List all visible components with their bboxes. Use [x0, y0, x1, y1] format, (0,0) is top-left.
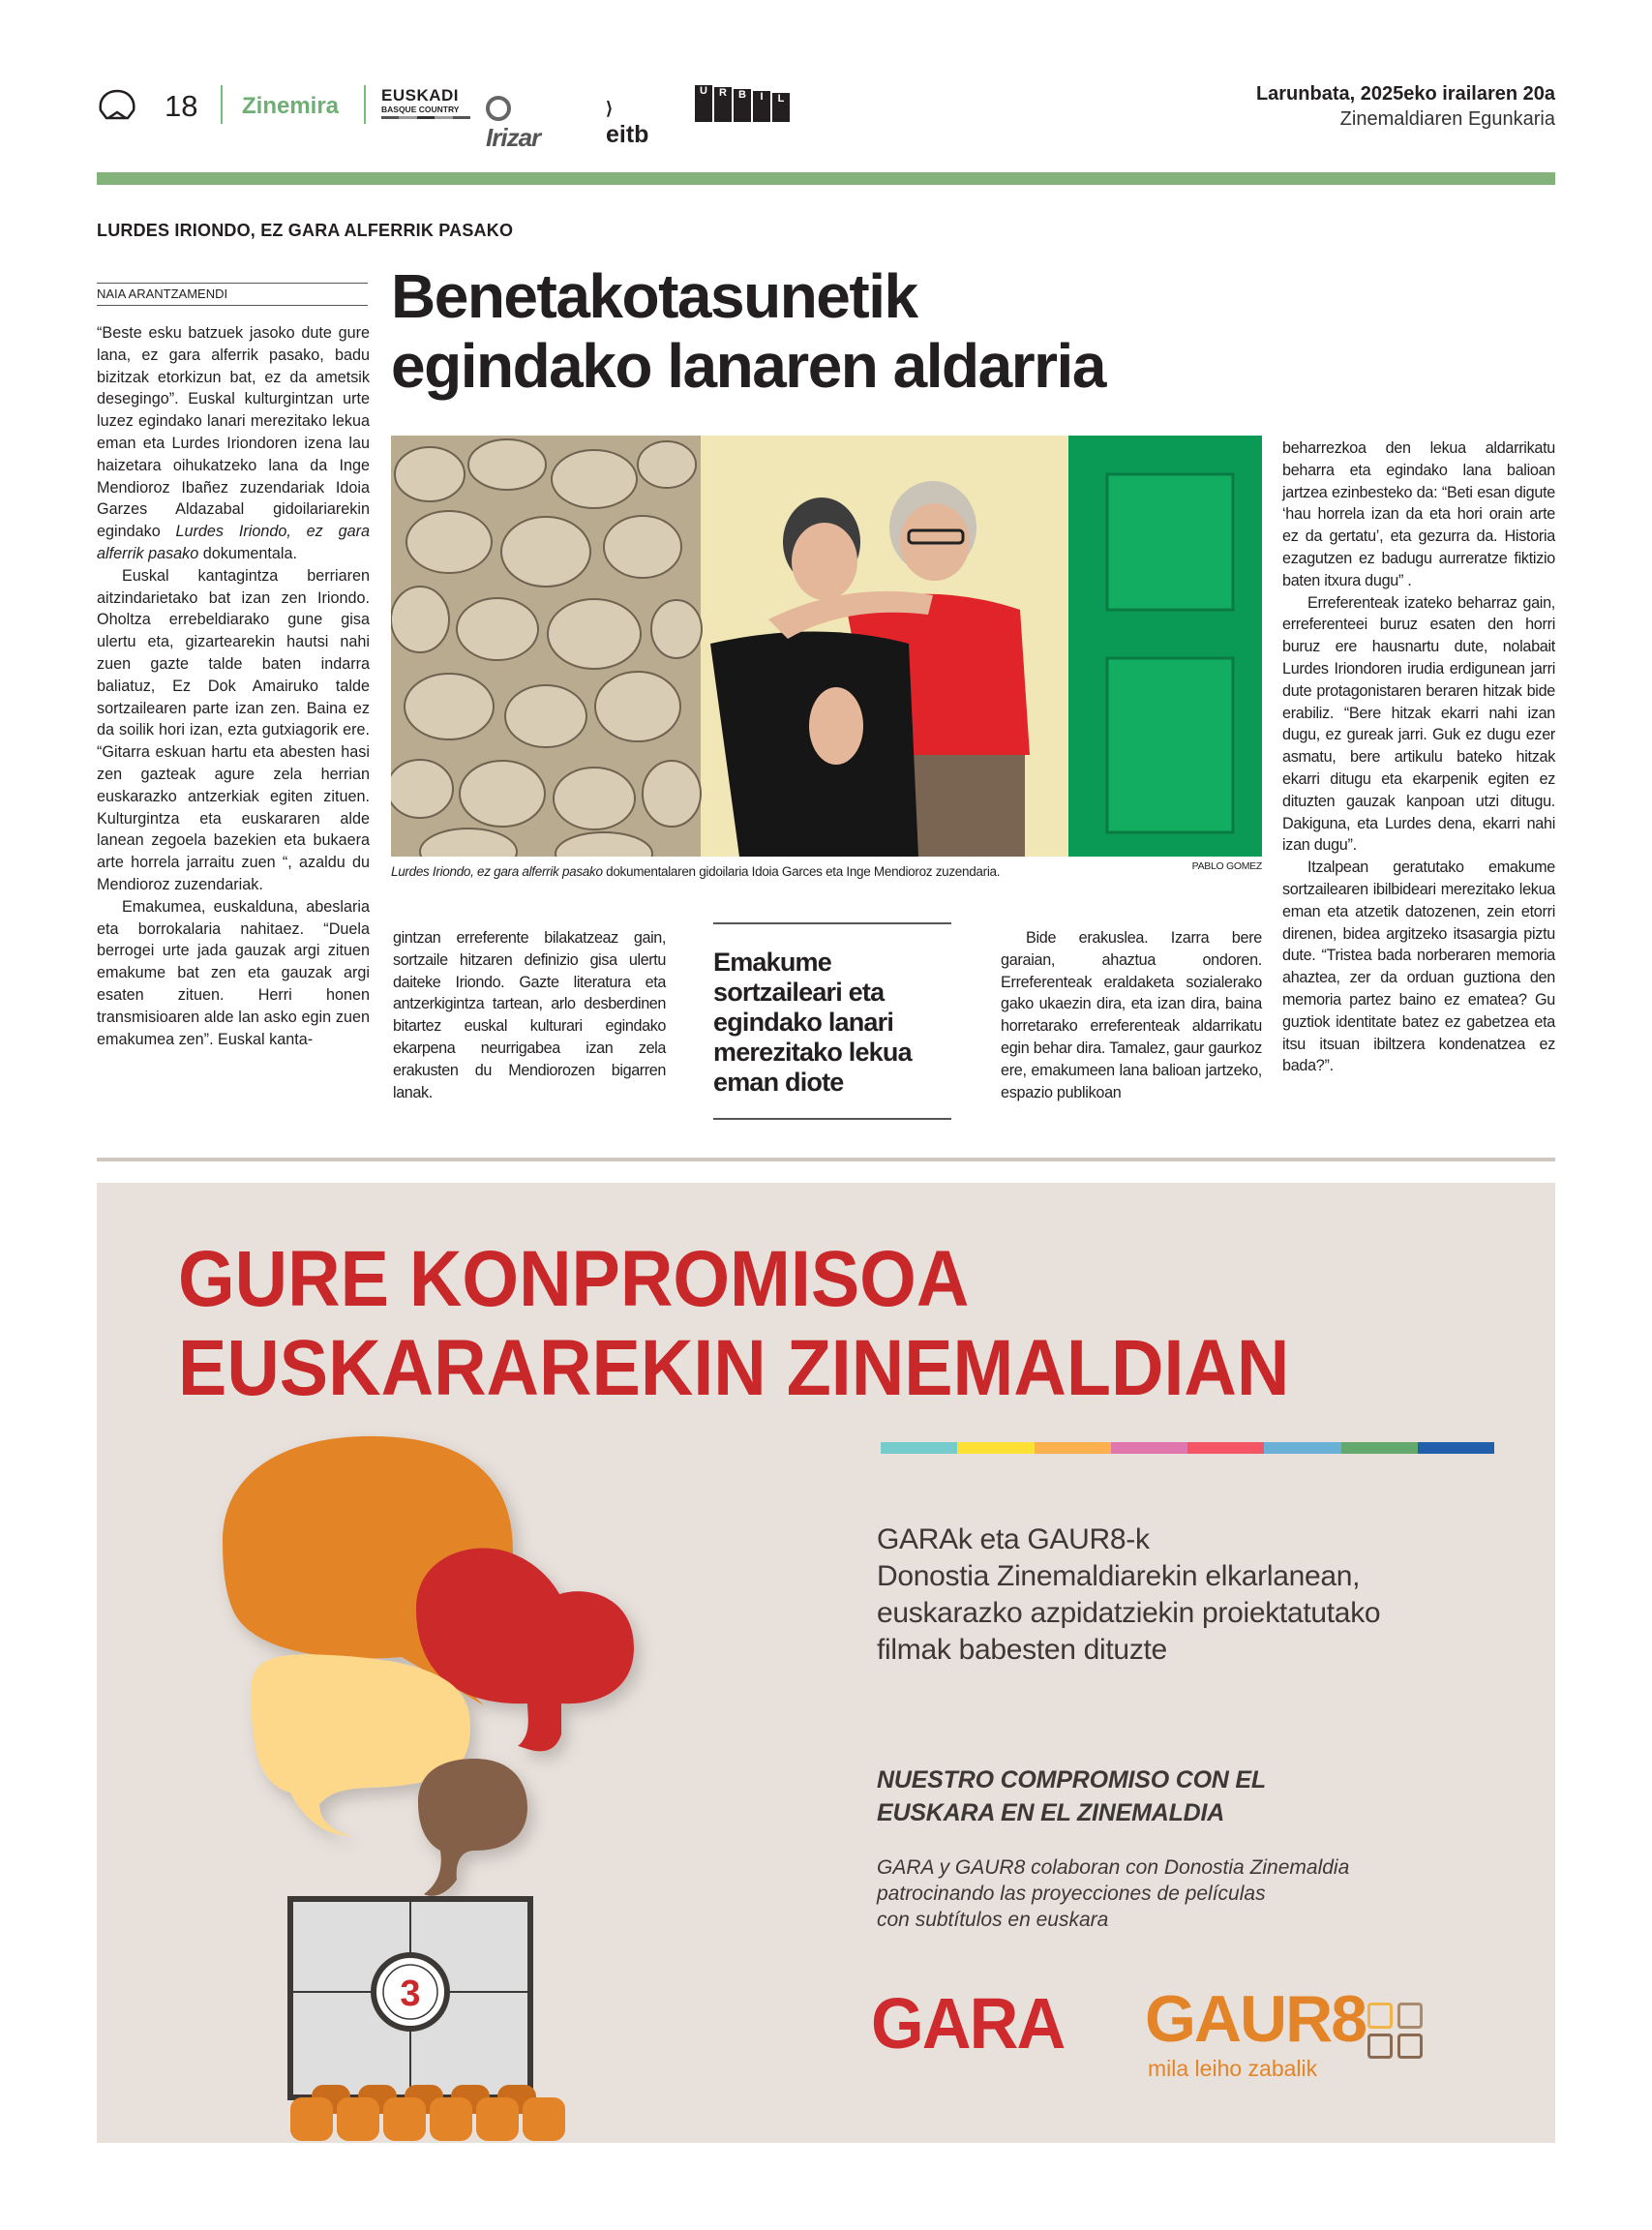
- article-column-2: [393, 927, 666, 1103]
- countdown-number: 3: [400, 1974, 421, 2014]
- header-divider: [221, 85, 223, 124]
- article-kicker: LURDES IRIONDO, EZ GARA ALFERRIK PASAKO: [97, 221, 514, 240]
- cinema-screen-icon: [290, 1899, 530, 2097]
- photo-illustration: [391, 436, 1262, 857]
- paragraph: “Beste esku batzuek jasoko dute gure lana, ez gara alferrik pasako, badu bizitzak etorkizun bat, ez da ametsik desegingo”. Euskal kulturgintzan urte luzez egindako lanari merezitako lekua eman eta Lurdes Iriondoren izena lau haizetara oihukatzeko lana da Inge Mendioroz Ibañez zuzendariak Idoia Garzes Aldazabal gidoilariarekin egindako Lurdes Iriondo, ez gara alferrik pasako dokumentala.: [97, 324, 370, 562]
- gaur8-logo-text: GAUR8: [1145, 1982, 1367, 2056]
- eitb-logo: ⟩eitb: [606, 99, 649, 148]
- headline: [391, 261, 1262, 401]
- film-title: Lurdes Iriondo, ez gara alferrik pasako: [97, 523, 370, 562]
- irizar-ring-icon: [486, 96, 511, 121]
- color-stripe-segment: [957, 1442, 1034, 1454]
- headline-line-2: egindako lanaren aldarria: [391, 331, 1105, 401]
- shell-logo-icon: [97, 89, 137, 122]
- header-meta: [1256, 81, 1555, 132]
- pull-quote: Emakume sortzaileari eta egindako lanari merezitako lekua eman diote: [713, 922, 951, 1120]
- euskadi-logo: [381, 87, 470, 119]
- ad-title: GURE KONPROMISOA EUSKARAREKIN ZINEMALDIAN: [178, 1235, 1290, 1412]
- euskadi-logo-subtext: BASQUE COUNTRY: [381, 105, 460, 114]
- paragraph: gintzan erreferente bilakatzeaz gain, sortzaile hitzaren definizio gisa ulertu daiteke Iriondo. Gazte literatura eta antzerkigintza tartean, arlo desberdinen bitartez euskal kulturari egindako ekarpena neurrigabea izan zela erakusten du Mendiorozen bigarren lanak.: [393, 929, 666, 1101]
- article-column-1: [97, 322, 370, 1050]
- ad-spanish-heading: NUESTRO COMPROMISO CON EL EUSKARA EN EL ZINEMALDIA: [877, 1766, 1266, 1826]
- article-column-4: [1282, 437, 1555, 1077]
- color-stripe-segment: [1418, 1442, 1494, 1454]
- speech-bubbles-cinema-illustration: [194, 1425, 697, 2141]
- paragraph: Emakumea, euskalduna, abeslaria eta borrokalaria nahitaez. “Duela berrogei urte jada gauzak argi zituen emakume bat zen eta gauzak argi esaten zituen. Herri honen transmisioaren alde lan asko egin zuen emakumea zen”. Euskal kanta-: [97, 897, 370, 1048]
- paragraph: Itzalpean geratutako emakume sortzailearen ibilbideari merezitako lekua eman eta atzetik datozenen, zein etorri direnen, bidea argitzeko itsasargia piztu dute. “Tristea bada norberaren memoria ahaztea, zer da orduan guztiona den memoria partez baino ez ematea? Gu guztiok identitate batez ez gabetzea eta itsu itsuan ibiltzera kondenatzea ez bada?”.: [1282, 859, 1555, 1075]
- color-stripe-segment: [1111, 1442, 1187, 1454]
- article-column-3: [1001, 927, 1262, 1103]
- photo-credit: PABLO GOMEZ: [1191, 860, 1262, 872]
- paragraph: Bide erakuslea. Izarra bere garaian, ahaztua ondoren. Erreferenteak eraldaketa sozialerako gako ukaezin dira, eta izan dira, baina horretarako erreferenteak aldarrikatu egin behar dira. Tamalez, gaur gaurkoz ere, emakumeen lana balioan jartzeko, espazio publikoan: [1001, 929, 1262, 1101]
- advertisement: [97, 1183, 1555, 2143]
- ad-lead-text: GARAk eta GAUR8-k Donostia Zinemaldiarekin elkarlanean, euskarazko azpidatziekin proiektatutako filmak babesten dituzte: [877, 1523, 1381, 1666]
- gaur8-tagline: mila leiho zabalik: [1148, 2056, 1318, 2081]
- irizar-logo: Irizar: [486, 93, 540, 153]
- color-stripe-segment: [1264, 1442, 1340, 1454]
- brown-speech-bubble-icon: [418, 1759, 527, 1896]
- article-photo: [391, 436, 1262, 857]
- ad-separator: [97, 1158, 1555, 1161]
- ad-spanish-body: GARA y GAUR8 colaboran con Donostia Zinemaldia patrocinando las proyecciones de películas con subtítulos en euskara: [877, 1856, 1350, 1931]
- paragraph: Erreferenteak izateko beharraz gain, erreferenteei buruz esaten den horri buruz ere hausnartu dute, nolabait Lurdes Iriondoren irudia erdigunean jarri dute protagonistaren beraren hitzak bide erabiliz. “Bere hitzak ekarri nahi izan dugu, ez gureak jarri. Guk ez dugu ezer asmatu, bere artikulu bateko hitzak ekarri ditugu eta ekarpenik egiten ez dituzten gauzak kanpoan utzi ditugu. Dakiguna, eta Lurdes dena, ekarri nahi izan dugu”.: [1282, 593, 1555, 855]
- issue-date: Larunbata, 2025eko irailaren 20a: [1255, 83, 1555, 105]
- cinema-seats-icon: [290, 2085, 565, 2141]
- color-stripe-segment: [1341, 1442, 1418, 1454]
- paragraph: beharrezkoa den lekua aldarrikatu beharra eta egindako lana balioan jartzea ezinbesteko da: “Beti esan digute ‘hau horrela izan da eta hori orain arte ez da gertatu’, eta gezurra da. Historia ezagutzen ez badugu aurreratze fiktizio baten itxura dugu” .: [1282, 439, 1555, 589]
- page-number: 18: [165, 89, 198, 123]
- headline-line-1: Benetakotasunetik: [391, 261, 917, 331]
- gara-logo: GARA: [871, 1983, 1065, 2064]
- byline: NAIA ARANTZAMENDI: [97, 283, 368, 306]
- section-rule: [97, 172, 1555, 185]
- color-stripe-segment: [1035, 1442, 1111, 1454]
- section-name: Zinemira: [242, 93, 340, 119]
- color-stripe-segment: [1187, 1442, 1264, 1454]
- color-stripe: [881, 1442, 1494, 1454]
- publication-name: Zinemaldiaren Egunkaria: [1339, 108, 1555, 130]
- euskadi-logo-text: EUSKADI: [381, 86, 460, 105]
- paragraph: Euskal kantagintza berriaren aitzindarietako bat izan zen Iriondo. Oholtza errebeldiarako gune gisa ulertu eta, gizartearekin hautsi nahi zuen gazte talde baten indarra baliatuz, Ez Dok Amairuko talde sortzailearen parte izan zen. Baina ez da soilik hori izan, ezta gutxiagorik ere. “Gitarra eskuan hartu eta abesten hasi zen gazteak agure zela herrian euskarazko antzerkiak egiten zituen. Kulturgintza eta euskararen alde lanean zegoela bazekien eta bukaera arte horrela jarraitu zuen “, azaldu du Mendioroz zuzendariak.: [97, 566, 370, 893]
- photo-caption: Lurdes Iriondo, ez gara alferrik pasako dokumentalaren gidoilaria Idoia Garces eta Inge Mendioroz zuzendaria.: [391, 864, 1001, 879]
- urbil-logo: U R B I L: [695, 85, 790, 122]
- header-divider: [364, 85, 366, 124]
- color-stripe-segment: [881, 1442, 957, 1454]
- gaur8-logo: [1145, 1982, 1366, 2081]
- gaur8-windows-icon: [1367, 2003, 1426, 2059]
